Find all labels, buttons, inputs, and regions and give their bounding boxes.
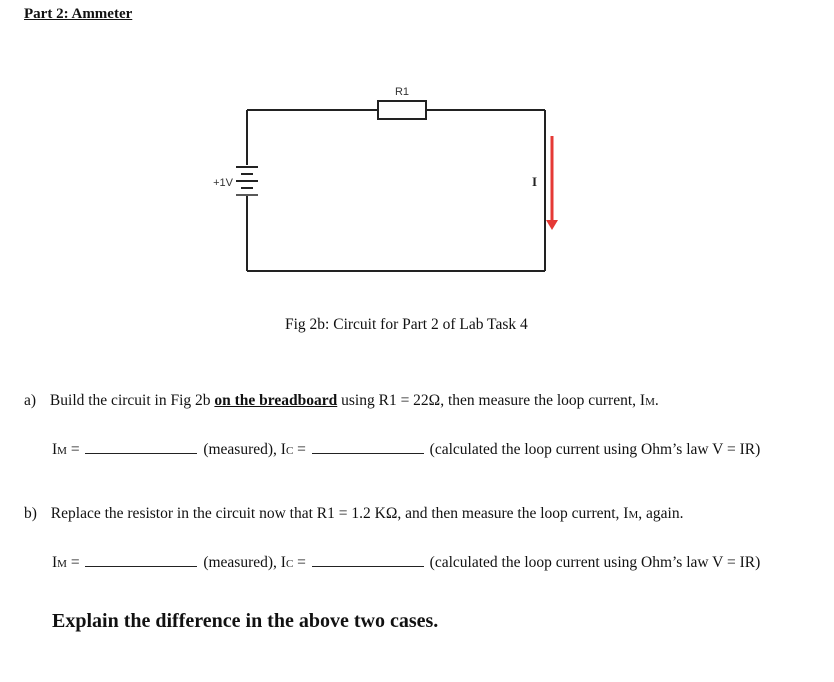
part-b-text-end: , again.	[638, 505, 684, 522]
part-a-text-after: using R1 = 22Ω, then measure the loop current, I	[341, 392, 646, 409]
part-b-answer-line	[52, 554, 760, 572]
calculated-text: (calculated the loop current using Ohm’s law V = IR)	[429, 441, 761, 458]
part-b-marker: b)	[24, 505, 37, 522]
part-a-question	[24, 392, 659, 410]
im-equals: =	[70, 554, 80, 571]
measured-text: (measured), I	[203, 554, 286, 571]
ic-subscript: C	[285, 558, 294, 570]
part-b-text-before: Replace the resistor in the circuit now that R1 = 1.2 KΩ, and then measure the loop current, I	[50, 505, 629, 522]
im-blank[interactable]	[85, 565, 197, 567]
part-b-subscript: M	[628, 509, 639, 521]
ic-blank[interactable]	[312, 452, 424, 454]
part-a-text-end: .	[654, 392, 659, 409]
calculated-text: (calculated the loop current using Ohm’s law V = IR)	[429, 554, 761, 571]
ic-blank[interactable]	[312, 565, 424, 567]
resistor-r1	[378, 101, 426, 119]
battery-symbol	[236, 167, 258, 195]
part-a-answer-line	[52, 441, 760, 459]
ic-equals: =	[297, 554, 306, 571]
figure-caption: Fig 2b: Circuit for Part 2 of Lab Task 4	[285, 316, 528, 333]
part-a-emphasis: on the breadboard	[214, 392, 338, 409]
resistor-label: R1	[394, 86, 410, 98]
im-label: I	[52, 441, 58, 458]
part-a-marker: a)	[24, 392, 37, 409]
im-subscript: M	[57, 558, 67, 570]
source-label: +1V	[213, 177, 233, 189]
im-equals: =	[70, 441, 80, 458]
section-heading: Part 2: Ammeter	[24, 6, 133, 22]
part-a-text-before: Build the circuit in Fig 2b	[49, 392, 211, 409]
measured-text: (measured), I	[203, 441, 286, 458]
explain-prompt: Explain the difference in the above two cases.	[52, 610, 439, 632]
part-b-question	[24, 505, 683, 523]
ic-equals: =	[297, 441, 306, 458]
im-label: I	[52, 554, 58, 571]
im-blank[interactable]	[85, 452, 197, 454]
im-subscript: M	[57, 445, 67, 457]
part-a-subscript: M	[645, 396, 655, 408]
current-arrow	[546, 136, 558, 230]
ic-subscript: C	[285, 445, 294, 457]
current-label: I	[531, 174, 537, 189]
